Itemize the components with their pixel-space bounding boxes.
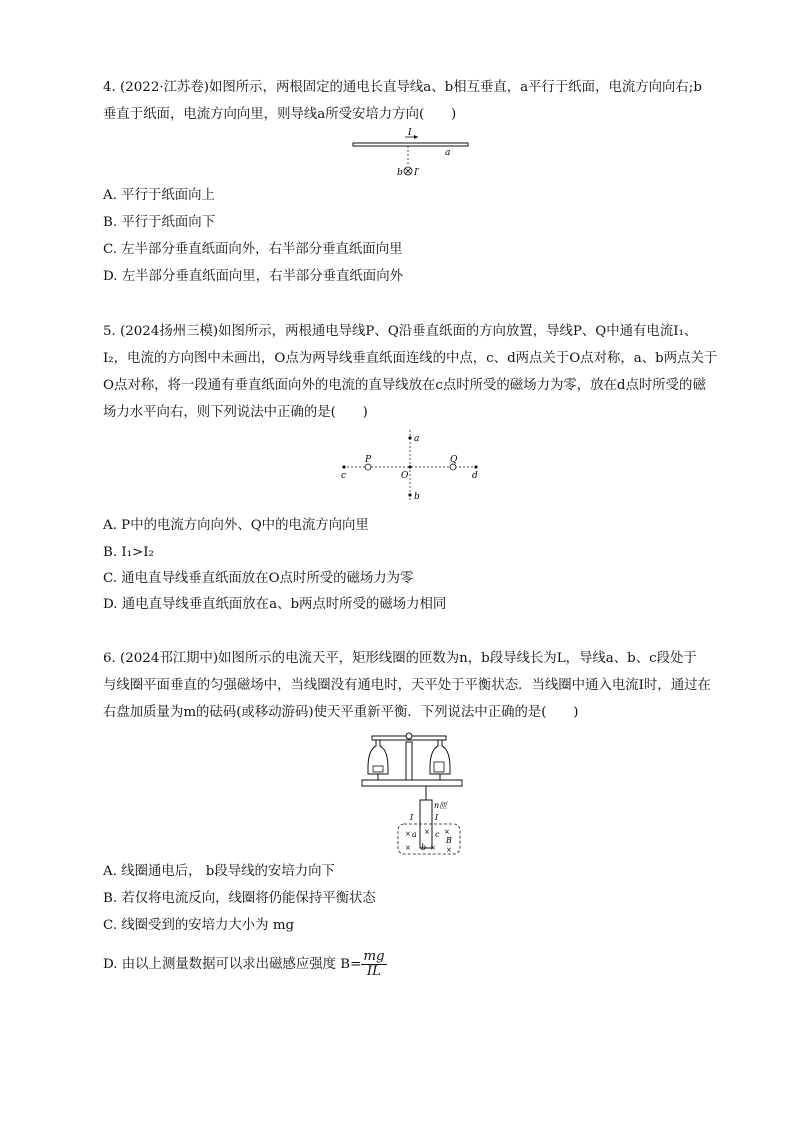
svg-text:×: × [405,830,411,838]
svg-text:×: × [405,844,411,852]
q6-stem-line1: 6. (2024邗江期中)如图所示的电流天平，矩形线圈的匝数为n，b段导线长为L，导线a、b、c段处于 [103,651,697,666]
q5-figure [335,428,485,504]
q6-label-I-left: I [410,813,414,822]
q6-option-a: A. 线圈通电后， b段导线的安培力向下 [103,864,335,879]
q6-option-d-text: D. 由以上测量数据可以求出磁感应强度 B= [103,957,362,972]
q6-option-d-fraction [361,950,386,979]
q6-option-c: C. 线圈受到的安培力大小为 mg [103,918,295,933]
q5-label-a: a [414,434,420,444]
q5-label-d: d [472,471,478,481]
q4-label-I: I [408,128,412,138]
q4-figure [350,128,475,180]
q5-option-b: B. I₁>I₂ [103,545,154,560]
q6-label-n: n匝 [434,801,448,810]
svg-text:×: × [446,846,452,854]
q5-label-P: P [365,455,372,465]
q5-option-a: A. P中的电流方向向外、Q中的电流方向向里 [103,518,369,533]
q6-label-c: c [435,830,440,839]
q5-label-c: c [341,471,347,481]
q5-point-c [342,465,345,468]
question-4 [103,74,723,128]
q4-label-Iprime: I′ [414,168,420,178]
q6-label-a: a [412,830,417,839]
q6-fraction-denominator: IL [366,964,382,979]
q4-stem-line1: 4. (2022·江苏卷)如图所示，两根固定的通电长直导线a、b相互垂直，a平行于纸面，电流方向向右;b [103,80,702,95]
q6-label-B: B [446,836,452,845]
question-6 [103,645,723,726]
q6-fraction-numerator: mg [363,949,385,964]
q6-stem-line2: 与线圈平面垂直的匀强磁场中，当线圈没有通电时，天平处于平衡状态．当线圈中通入电流I时，通过在 [103,678,711,693]
q6-option-b: B. 若仅将电流反向，线圈将仍能保持平衡状态 [103,891,376,906]
q4-option-d: D. 左半部分垂直纸面向里，右半部分垂直纸面向外 [103,269,403,284]
q5-stem-line1: 5. (2024扬州三模)如图所示，两根通电导线P、Q沿垂直纸面的方向放置，导线P、Q中通有电流I₁、 [103,324,698,339]
q5-point-a [408,436,411,439]
q4-label-b: b [397,168,403,178]
q5-option-d: D. 通电直导线垂直纸面放在a、b两点时所受的磁场力相同 [103,597,447,612]
q4-option-c: C. 左半部分垂直纸面向外，右半部分垂直纸面向里 [103,242,403,257]
svg-text:×: × [430,844,436,852]
q5-label-Q: Q [450,455,458,465]
q5-point-O [408,465,411,468]
q5-option-c: C. 通电直导线垂直纸面放在O点时所受的磁场力为零 [103,571,414,586]
svg-text:×: × [424,828,430,836]
question-5 [103,318,723,426]
q5-point-b [408,493,411,496]
q6-label-I-right: I [435,813,439,822]
q5-point-d [474,465,477,468]
q4-stem-line2: 垂直于纸面，电流方向向里，则导线a所受安培力方向( ) [103,107,457,122]
q4-option-b: B. 平行于纸面向下 [103,215,216,230]
q5-label-b: b [414,492,420,502]
q5-stem-line3: O点对称，将一段通有垂直纸面向外的电流的直导线放在c点时所受的磁场力为零，放在d点时所受的磁 [103,378,706,393]
q4-option-a: A. 平行于纸面向上 [103,188,215,203]
q6-label-b: b [421,843,427,852]
q5-stem-line4: 场力水平向右，则下列说法中正确的是( ) [103,405,368,420]
q5-label-O: O [401,471,409,481]
q6-current-balance-figure [358,728,468,856]
q6-option-d [103,950,387,979]
svg-text:×: × [444,828,450,836]
q5-stem-line2: I₂，电流的方向图中未画出，O点为两导线垂直纸面连线的中点，c、d两点关于O点对称，a、b两点关于 [103,351,718,366]
q6-stem-line3: 右盘加质量为m的砝码(或移动游码)使天平重新平衡．下列说法中正确的是( ) [103,705,579,720]
q4-label-a: a [445,148,451,158]
